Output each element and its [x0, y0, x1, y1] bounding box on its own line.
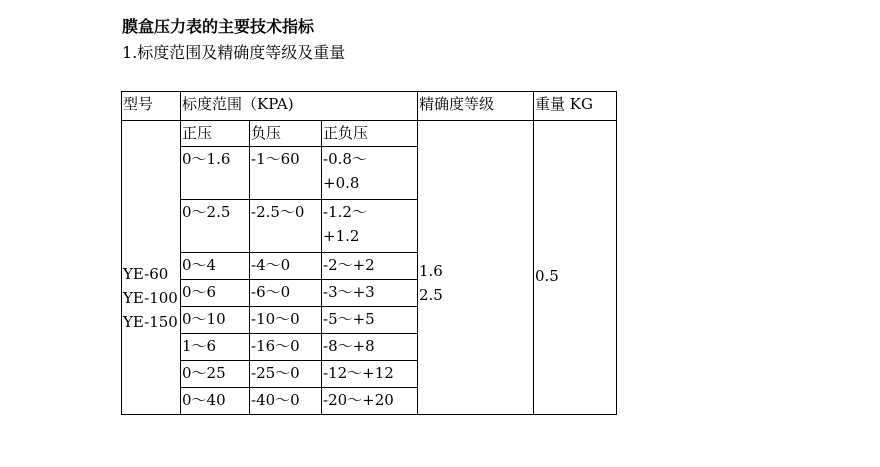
- cell-positive: 0～4: [181, 253, 250, 280]
- cell-pos-neg-line: +1.2: [323, 227, 360, 245]
- cell-pos-neg: -8～+8: [322, 334, 418, 361]
- cell-negative: -16～0: [250, 334, 322, 361]
- cell-positive: 0～6: [181, 280, 250, 307]
- cell-positive: 0～2.5: [181, 200, 250, 253]
- accuracy-cell: [418, 121, 534, 415]
- cell-pos-neg: -2～+2: [322, 253, 418, 280]
- table-subheader-row: [122, 121, 617, 147]
- subheader-negative: 负压: [250, 121, 322, 147]
- model-item: YE-60: [123, 264, 169, 283]
- cell-negative: -40～0: [250, 388, 322, 415]
- header-accuracy: 精确度等级: [418, 92, 534, 121]
- subheader-pos-neg: 正负压: [322, 121, 418, 147]
- cell-pos-neg: -5～+5: [322, 307, 418, 334]
- doc-title: 膜盒压力表的主要技术指标: [122, 17, 315, 36]
- cell-pos-neg-line: -0.8～: [323, 150, 367, 168]
- cell-negative: -6～0: [250, 280, 322, 307]
- header-model: 型号: [122, 92, 181, 121]
- cell-pos-neg: [322, 200, 418, 253]
- cell-negative: -1～60: [250, 147, 322, 200]
- accuracy-item: 2.5: [419, 285, 443, 304]
- subheader-positive: 正压: [181, 121, 250, 147]
- cell-pos-neg: -3～+3: [322, 280, 418, 307]
- model-cell: [122, 121, 181, 415]
- weight-value: 0.5: [535, 267, 559, 285]
- cell-negative: -4～0: [250, 253, 322, 280]
- cell-positive: 1～6: [181, 334, 250, 361]
- doc-subtitle: 1.标度范围及精确度等级及重量: [122, 43, 346, 62]
- cell-pos-neg: -20～+20: [322, 388, 418, 415]
- cell-pos-neg: [322, 147, 418, 200]
- cell-negative: -2.5～0: [250, 200, 322, 253]
- accuracy-item: 1.6: [419, 261, 443, 280]
- cell-pos-neg-line: +0.8: [323, 174, 360, 192]
- model-item: YE-150: [123, 312, 178, 331]
- cell-negative: -10～0: [250, 307, 322, 334]
- cell-negative: -25～0: [250, 361, 322, 388]
- cell-pos-neg: -12～+12: [322, 361, 418, 388]
- cell-positive: 0～10: [181, 307, 250, 334]
- cell-pos-neg-line: -1.2～: [323, 203, 367, 221]
- spec-table: [121, 91, 617, 415]
- weight-cell: [534, 121, 617, 415]
- header-weight: 重量 KG: [534, 92, 617, 121]
- cell-positive: 0～1.6: [181, 147, 250, 200]
- model-item: YE-100: [123, 288, 178, 307]
- cell-positive: 0～25: [181, 361, 250, 388]
- cell-positive: 0～40: [181, 388, 250, 415]
- table-header-row: [122, 92, 617, 121]
- header-range: 标度范围（KPA): [181, 92, 418, 121]
